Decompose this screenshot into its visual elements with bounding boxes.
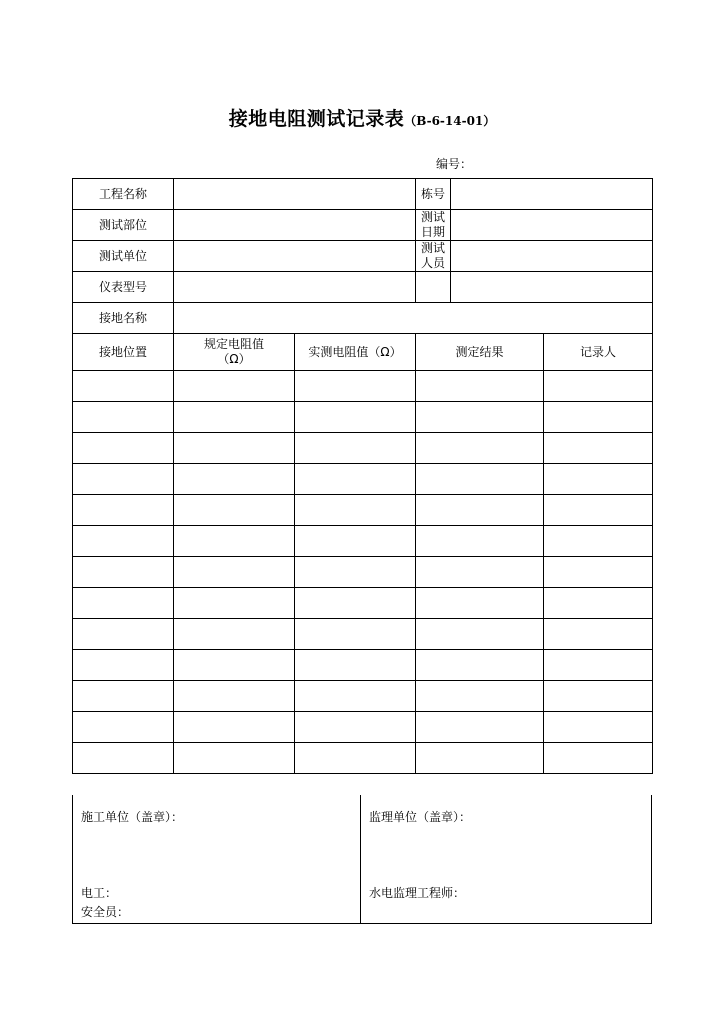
measured-resistance-cell[interactable]	[295, 743, 416, 774]
position-cell[interactable]	[73, 588, 174, 619]
form-title-block	[0, 104, 724, 131]
specified-resistance-cell[interactable]	[174, 557, 295, 588]
test-date-label: 测试日期	[416, 210, 451, 241]
building-no-label: 栋号	[416, 179, 451, 210]
project-name-value[interactable]	[174, 179, 416, 210]
specified-resistance-cell[interactable]	[174, 588, 295, 619]
signature-section	[72, 795, 652, 924]
table-row	[73, 650, 653, 681]
measured-resistance-cell[interactable]	[295, 402, 416, 433]
test-unit-label: 测试单位	[73, 241, 174, 272]
grounding-name-label: 接地名称	[73, 303, 174, 334]
measured-resistance-cell[interactable]	[295, 495, 416, 526]
test-result-cell[interactable]	[416, 526, 544, 557]
position-cell[interactable]	[73, 371, 174, 402]
table-row	[73, 588, 653, 619]
recorder-cell[interactable]	[544, 743, 653, 774]
construction-unit-label: 施工单位（盖章）：	[81, 810, 184, 824]
table-row	[73, 433, 653, 464]
test-result-cell[interactable]	[416, 650, 544, 681]
specified-resistance-cell[interactable]	[174, 433, 295, 464]
instrument-extra-cell[interactable]	[416, 272, 451, 303]
recorder-cell[interactable]	[544, 557, 653, 588]
table-row	[73, 557, 653, 588]
col-test-result: 测定结果	[416, 334, 544, 371]
recorder-cell[interactable]	[544, 681, 653, 712]
col-recorder: 记录人	[544, 334, 653, 371]
recorder-cell[interactable]	[544, 712, 653, 743]
specified-resistance-cell[interactable]	[174, 650, 295, 681]
table-row	[73, 371, 653, 402]
position-cell[interactable]	[73, 712, 174, 743]
test-result-cell[interactable]	[416, 681, 544, 712]
table-row	[73, 619, 653, 650]
col-specified-resistance	[174, 334, 295, 371]
specified-resistance-cell[interactable]	[174, 402, 295, 433]
table-row	[73, 526, 653, 557]
col-specified-resistance-line1: 规定电阻值	[203, 337, 264, 351]
table-row	[73, 495, 653, 526]
grounding-name-value[interactable]	[174, 303, 653, 334]
test-result-cell[interactable]	[416, 433, 544, 464]
test-date-value[interactable]	[451, 210, 653, 241]
measured-resistance-cell[interactable]	[295, 712, 416, 743]
measured-resistance-cell[interactable]	[295, 650, 416, 681]
building-no-value[interactable]	[451, 179, 653, 210]
measured-resistance-cell[interactable]	[295, 371, 416, 402]
recorder-cell[interactable]	[544, 464, 653, 495]
test-result-cell[interactable]	[416, 495, 544, 526]
row-project	[73, 179, 653, 210]
measured-resistance-cell[interactable]	[295, 433, 416, 464]
instrument-model-label: 仪表型号	[73, 272, 174, 303]
position-cell[interactable]	[73, 619, 174, 650]
test-result-cell[interactable]	[416, 588, 544, 619]
col-specified-resistance-line2: （Ω）	[217, 352, 251, 366]
recorder-cell[interactable]	[544, 433, 653, 464]
measured-resistance-cell[interactable]	[295, 681, 416, 712]
specified-resistance-cell[interactable]	[174, 526, 295, 557]
table-row	[73, 681, 653, 712]
specified-resistance-cell[interactable]	[174, 681, 295, 712]
test-location-label: 测试部位	[73, 210, 174, 241]
specified-resistance-cell[interactable]	[174, 495, 295, 526]
table-row	[73, 712, 653, 743]
recorder-cell[interactable]	[544, 619, 653, 650]
position-cell[interactable]	[73, 433, 174, 464]
position-cell[interactable]	[73, 526, 174, 557]
position-cell[interactable]	[73, 557, 174, 588]
position-cell[interactable]	[73, 464, 174, 495]
signature-divider	[360, 795, 361, 923]
test-result-cell[interactable]	[416, 557, 544, 588]
specified-resistance-cell[interactable]	[174, 464, 295, 495]
form-title: 接地电阻测试记录表	[228, 108, 405, 130]
test-result-cell[interactable]	[416, 371, 544, 402]
test-unit-value[interactable]	[174, 241, 416, 272]
test-result-cell[interactable]	[416, 712, 544, 743]
project-name-label: 工程名称	[73, 179, 174, 210]
recorder-cell[interactable]	[544, 588, 653, 619]
recorder-cell[interactable]	[544, 402, 653, 433]
measured-resistance-cell[interactable]	[295, 464, 416, 495]
table-row	[73, 464, 653, 495]
serial-number-label: 编号：	[436, 157, 473, 171]
instrument-extra-value[interactable]	[451, 272, 653, 303]
col-grounding-position: 接地位置	[73, 334, 174, 371]
hydro-electric-supervisor-label: 水电监理工程师：	[369, 886, 466, 900]
electrician-label: 电工：	[81, 886, 118, 900]
row-instrument	[73, 272, 653, 303]
row-grounding-name	[73, 303, 653, 334]
tester-value[interactable]	[451, 241, 653, 272]
recorder-cell[interactable]	[544, 650, 653, 681]
col-measured-resistance: 实测电阻值（Ω）	[295, 334, 416, 371]
supervision-unit-label: 监理单位（盖章）：	[369, 810, 472, 824]
specified-resistance-cell[interactable]	[174, 743, 295, 774]
row-unit	[73, 241, 653, 272]
specified-resistance-cell[interactable]	[174, 619, 295, 650]
table-row	[73, 743, 653, 774]
measured-resistance-cell[interactable]	[295, 588, 416, 619]
test-result-cell[interactable]	[416, 464, 544, 495]
position-cell[interactable]	[73, 743, 174, 774]
recorder-cell[interactable]	[544, 371, 653, 402]
row-location	[73, 210, 653, 241]
test-result-cell[interactable]	[416, 402, 544, 433]
position-cell[interactable]	[73, 402, 174, 433]
test-result-cell[interactable]	[416, 619, 544, 650]
grounding-test-table	[72, 178, 653, 774]
measured-resistance-cell[interactable]	[295, 619, 416, 650]
position-cell[interactable]	[73, 681, 174, 712]
form-code: （B-6-14-01）	[404, 114, 496, 128]
measured-resistance-cell[interactable]	[295, 557, 416, 588]
position-cell[interactable]	[73, 650, 174, 681]
column-header-row	[73, 334, 653, 371]
tester-label: 测试人员	[416, 241, 451, 272]
test-result-cell[interactable]	[416, 743, 544, 774]
measured-resistance-cell[interactable]	[295, 526, 416, 557]
specified-resistance-cell[interactable]	[174, 712, 295, 743]
safety-officer-label: 安全员：	[81, 905, 130, 919]
recorder-cell[interactable]	[544, 526, 653, 557]
recorder-cell[interactable]	[544, 495, 653, 526]
instrument-model-value[interactable]	[174, 272, 416, 303]
test-location-value[interactable]	[174, 210, 416, 241]
specified-resistance-cell[interactable]	[174, 371, 295, 402]
position-cell[interactable]	[73, 495, 174, 526]
table-row	[73, 402, 653, 433]
